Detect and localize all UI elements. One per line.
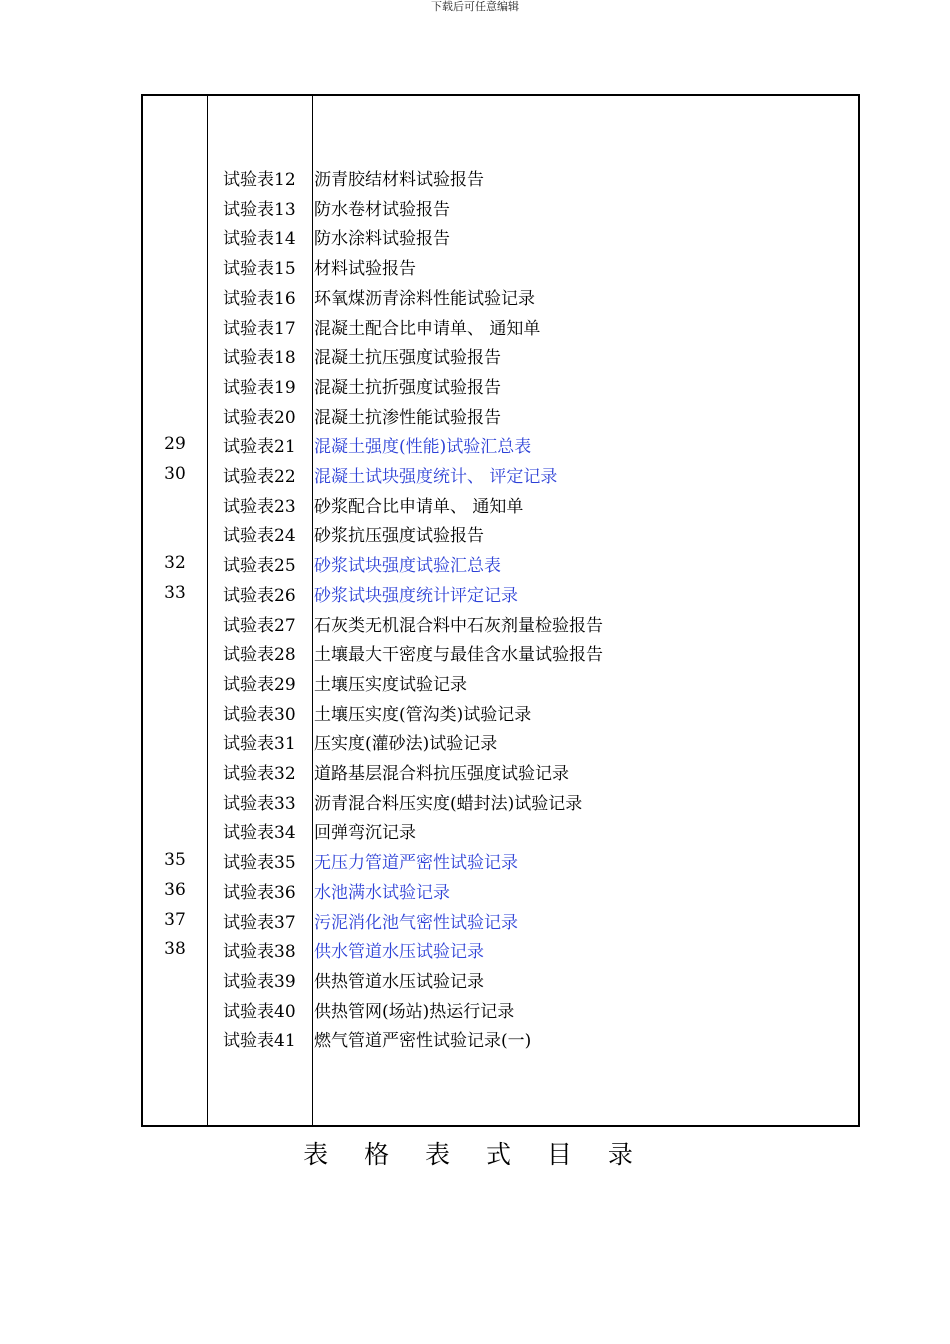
row-title-link[interactable]: 砂浆试块强度试验汇总表 [314,556,501,577]
row-page-number: 36 [164,879,186,900]
row-title: 环氧煤沥青涂料性能试验记录 [314,288,535,309]
row-title: 石灰类无机混合料中石灰剂量检验报告 [314,615,603,636]
row-form-code: 试验表33 [223,793,296,814]
table-row [143,640,858,670]
table-row [143,759,858,789]
row-page-number: 38 [164,939,186,960]
table-row [143,937,858,967]
table-row [143,195,858,225]
table-row [143,611,858,641]
row-title: 防水卷材试验报告 [314,199,450,220]
row-form-code: 试验表17 [223,318,296,339]
table-row [143,729,858,759]
row-form-code: 试验表28 [223,645,296,666]
row-form-code: 试验表36 [223,882,296,903]
row-form-code: 试验表38 [223,942,296,963]
row-title: 供热管网(场站)热运行记录 [314,1001,515,1022]
row-form-code: 试验表22 [223,467,296,487]
row-title: 沥青混合料压实度(蜡封法)试验记录 [314,793,583,814]
table-row [143,581,858,611]
table-row [143,908,858,938]
row-title: 砂浆抗压强度试验报告 [314,526,484,547]
row-title-link[interactable]: 混凝土强度(性能)试验汇总表 [314,437,532,458]
row-form-code: 试验表20 [223,407,296,428]
table-row [143,314,858,344]
row-title: 供热管道水压试验记录 [314,971,484,992]
row-form-code: 试验表29 [223,674,296,695]
row-form-code: 试验表25 [223,556,296,577]
table-row [143,521,858,551]
row-page-number: 32 [164,553,186,574]
table-row [143,700,858,730]
row-title: 道路基层混合料抗压强度试验记录 [314,764,569,784]
row-title-link[interactable]: 无压力管道严密性试验记录 [314,853,518,874]
table-row [143,432,858,462]
table-row [143,254,858,284]
row-title-link[interactable]: 污泥消化池气密性试验记录 [314,912,518,933]
row-form-code: 试验表39 [223,971,296,992]
table-row [143,165,858,195]
table-row [143,403,858,433]
row-title: 土壤压实度(管沟类)试验记录 [314,704,532,725]
table-row [143,343,858,373]
row-page-number: 35 [164,850,186,871]
row-form-code: 试验表40 [223,1001,296,1022]
row-title: 混凝土抗渗性能试验报告 [314,407,501,428]
table-row [143,848,858,878]
row-title: 混凝土配合比申请单、 通知单 [314,318,541,339]
row-title: 混凝土抗折强度试验报告 [314,377,501,398]
row-title: 防水涂料试验报告 [314,229,450,250]
row-form-code: 试验表24 [223,526,296,547]
table-row [143,818,858,848]
row-form-code: 试验表27 [223,615,296,636]
row-page-number: 29 [164,434,186,455]
row-form-code: 试验表16 [223,288,296,309]
table-row [143,967,858,997]
table-row [143,492,858,522]
row-page-number: 30 [164,464,186,484]
row-title: 材料试验报告 [314,259,416,280]
index-table [141,94,860,1127]
row-title: 回弹弯沉记录 [314,823,416,844]
row-title-link[interactable]: 水池满水试验记录 [314,882,450,903]
row-title: 燃气管道严密性试验记录(一) [314,1031,532,1052]
row-form-code: 试验表35 [223,853,296,874]
table-row [143,789,858,819]
row-form-code: 试验表15 [223,259,296,280]
row-form-code: 试验表37 [223,912,296,933]
table-row [143,670,858,700]
row-title: 混凝土抗压强度试验报告 [314,348,501,369]
table-rows [143,96,858,1125]
row-form-code: 试验表31 [223,734,296,755]
row-title: 沥青胶结材料试验报告 [314,170,484,190]
row-title-link[interactable]: 供水管道水压试验记录 [314,942,484,963]
table-row [143,997,858,1027]
row-form-code: 试验表26 [223,585,296,606]
table-row [143,1026,858,1056]
row-form-code: 试验表19 [223,377,296,398]
row-page-number: 37 [164,909,186,930]
table-row [143,284,858,314]
row-form-code: 试验表34 [223,823,296,844]
row-title: 压实度(灌砂法)试验记录 [314,734,498,755]
row-form-code: 试验表14 [223,229,296,250]
row-form-code: 试验表32 [223,764,296,784]
row-form-code: 试验表13 [223,199,296,220]
table-row [143,878,858,908]
row-form-code: 试验表21 [223,437,296,458]
row-form-code: 试验表12 [223,170,296,190]
row-title-link[interactable]: 砂浆试块强度统计评定记录 [314,585,518,606]
page-title: 表 格 表 式 目 录 [303,1140,647,1169]
row-title: 土壤最大干密度与最佳含水量试验报告 [314,645,603,666]
row-form-code: 试验表41 [223,1031,296,1052]
row-title: 砂浆配合比申请单、 通知单 [314,496,524,517]
table-row [143,462,858,492]
row-page-number: 33 [164,582,186,603]
row-form-code: 试验表23 [223,496,296,517]
table-row [143,551,858,581]
page-header-note: 下载后可任意编辑 [431,0,519,13]
row-title: 土壤压实度试验记录 [314,674,467,695]
row-form-code: 试验表18 [223,348,296,369]
table-row [143,373,858,403]
table-row [143,224,858,254]
row-title-link[interactable]: 混凝土试块强度统计、 评定记录 [314,467,558,487]
row-form-code: 试验表30 [223,704,296,725]
